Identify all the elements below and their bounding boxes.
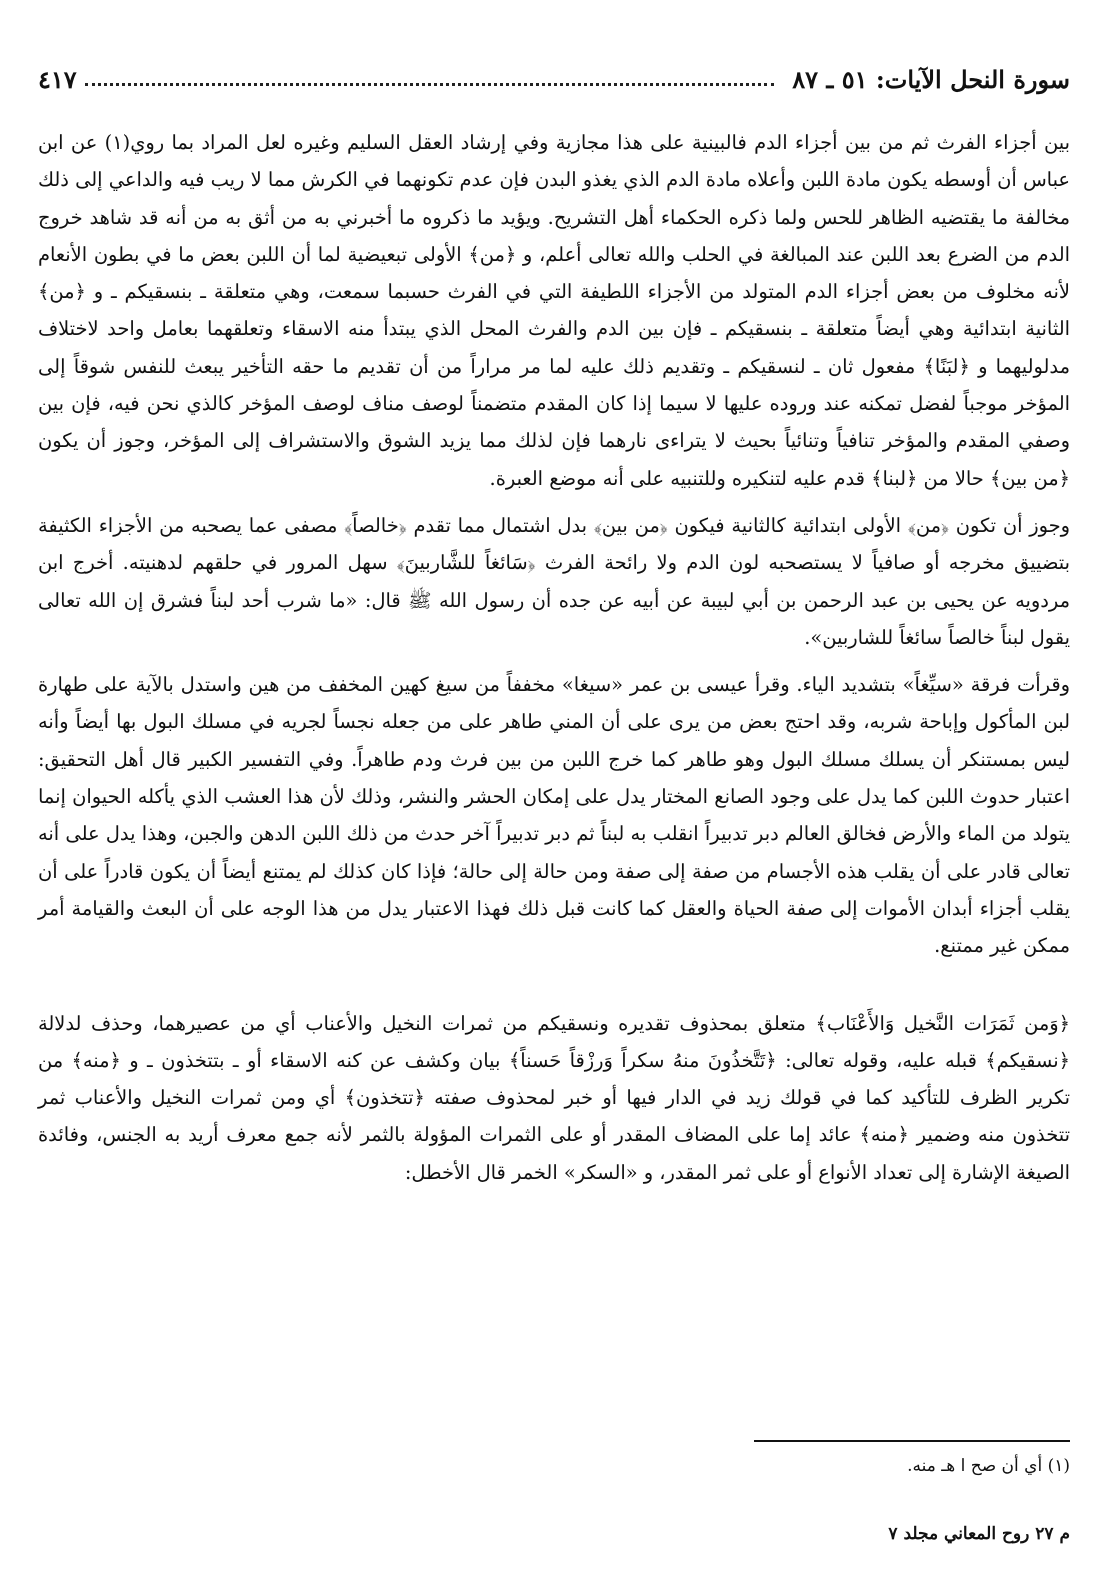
paragraph-1: بين أجزاء الفرث ثم من بين أجزاء الدم فالبينية على هذا مجازية وفي إرشاد العقل السليم وغيره لعل المراد بما روي(١) عن ابن عباس أن أوسطه يكون مادة اللبن وأعلاه مادة الدم الذي يغذو البدن فإن عدم تكونهما في الكرش مما لا ريب فيه والداعي إلى ذلك مخالفة ما يقتضيه الظاهر للحس ولما ذكره الحكماء أهل التشريح. ويؤيد ما ذكروه ما أخبرني به من أثق به من أنه قد شاهد خروج الدم من الضرع بعد اللبن عند المبالغة في الحلب والله تعالى أعلم، و ﴿من﴾ الأولى تبعيضية لما أن اللبن بعض ما في بطون الأنعام لأنه مخلوف من بعض أجزاء الدم المتولد من الأجزاء اللطيفة التي في الفرث حسبما سمعت، وهي متعلقة ـ بنسقيكم ـ و ﴿من﴾ الثانية ابتدائية وهي أيضاً متعلقة ـ بنسقيكم ـ فإن بين الدم والفرث المحل الذي يبتدأ منه الاسقاء وتعلقهما بعامل واحد لاختلاف مدلوليهما و ﴿لبَنًا﴾ مفعول ثان ـ لنسقيكم ـ وتقديم ذلك عليه لما مر مراراً من أن تقديم ما حقه التأخير يبعث للنفس شوقاً إلى المؤخر موجباً لفضل تمكنه عند وروده عليها لا سيما إذا كان المقدم متضمناً لوصف مناف لوصف المؤخر كالذي نحن فيه، فإن بين وصفي المقدم والمؤخر تنافياً وتنائياً بحيث لا يتراءى نارهما فإن لذلك مما يزيد الشوق والاستشراف إلى المؤخر، وجوز أن يكون ﴿من بين﴾ حالا من ﴿لبنا﴾ قدم عليه لتنكيره وللتنبيه على أنه موضع العبرة. — [38, 131, 1070, 490]
paragraph-3: وقرأت فرقة «سيِّغاً» بتشديد الياء. وقرأ عيسى بن عمر «سيغا» مخففاً من سيغ كهين المخفف من هين واستدل بالآية على طهارة لبن المأكول وإباحة شربه، وقد احتج بعض من يرى على أن المني طاهر على من جعله نجساً لجريه في مسلك البول بها أيضاً وأنه ليس بمستنكر أن يسلك مسلك البول وهو طاهر كما خرج اللبن من بين فرث ودم طاهراً. وفي التفسير الكبير قال أهل التحقيق: اعتبار حدوث اللبن كما يدل على وجود الصانع المختار يدل على إمكان الحشر والنشر، وذلك لأن هذا العشب الذي يأكله الحيوان إنما يتولد من الماء والأرض فخالق العالم دبر تدبيراً انقلب به لبناً ثم دبر تدبيراً آخر حدث من ذلك اللبن الدهن والجبن، وهذا يدل على أنه تعالى قادر على أن يقلب هذه الأجسام من صفة إلى صفة ومن حالة إلى حالة؛ فإذا كان كذلك لم يمتنع أيضاً أن يكون قادراً على أن يقلب أجزاء أبدان الأموات إلى صفة الحياة والعقل كما كانت قبل ذلك فهذا الاعتبار يدل من هذا الوجه على أن البعث والقيامة أمر ممكن غير ممتنع. — [38, 673, 1070, 958]
paragraph-2: وجوز أن تكون ﴿من﴾ الأولى ابتدائية كالثانية فيكون ﴿من بين﴾ بدل اشتمال مما تقدم ﴿خالصاً﴾ مصفى عما يصحبه من الأجزاء الكثيفة بتضييق مخرجه أو صافياً لا يستصحبه لون الدم ولا رائحة الفرث ﴿سَائغاً للشَّاربينَ﴾ سهل المرور في حلقهم لدهنيته. أخرج ابن مردويه عن يحيى بن عبد الرحمن بن أبي لبيبة عن أبيه عن جده أن رسول الله ﷺ قال: «ما شرب أحد لبناً فشرق إن الله تعالى يقول لبناً خالصاً سائغاً للشاربين». — [38, 513, 1070, 649]
signature-footer: م ٢٧ روح المعاني مجلد ٧ — [888, 1524, 1070, 1544]
footnote-divider — [754, 1440, 1070, 1442]
surah-title: سورة النحل الآيات: ٥١ ـ ٨٧ — [792, 64, 1070, 94]
main-text — [38, 124, 1070, 1191]
page-number: ٤١٧ — [38, 64, 77, 94]
footnote: (١) أي أن صح ا هـ منه. — [907, 1456, 1070, 1476]
book-page — [38, 58, 1070, 1548]
paragraph-4: ﴿وَمن ثَمَرَات النَّخيل وَالأَعْنَاب﴾ متعلق بمحذوف تقديره ونسقيكم من ثمرات النخيل والأعناب أي من عصيرهما، وحذف لدلالة ﴿نسقيكم﴾ قبله عليه، وقوله تعالى: ﴿تَتَّخذُونَ منهُ سكراً وَرزْقاً حَسناً﴾ بيان وكشف عن كنه الاسقاء أو ـ بتتخذون ـ و ﴿منه﴾ من تكرير الظرف للتأكيد كما في قولك زيد في الدار فيها أو خبر لمحذوف صفته ﴿تتخذون﴾ أي ومن ثمرات النخيل والأعناب ثمر تتخذون منه وضمير ﴿منه﴾ عائد إما على المضاف المقدر أو على الثمرات المؤولة بالثمر لأنه جمع معرف أريد به الجنس، وفائدة الصيغة الإشارة إلى تعداد الأنواع أو على ثمر المقدر، و «السكر» الخمر قال الأخطل: — [38, 1011, 1070, 1184]
header-dot-leader — [85, 73, 775, 86]
running-header — [38, 58, 1070, 100]
